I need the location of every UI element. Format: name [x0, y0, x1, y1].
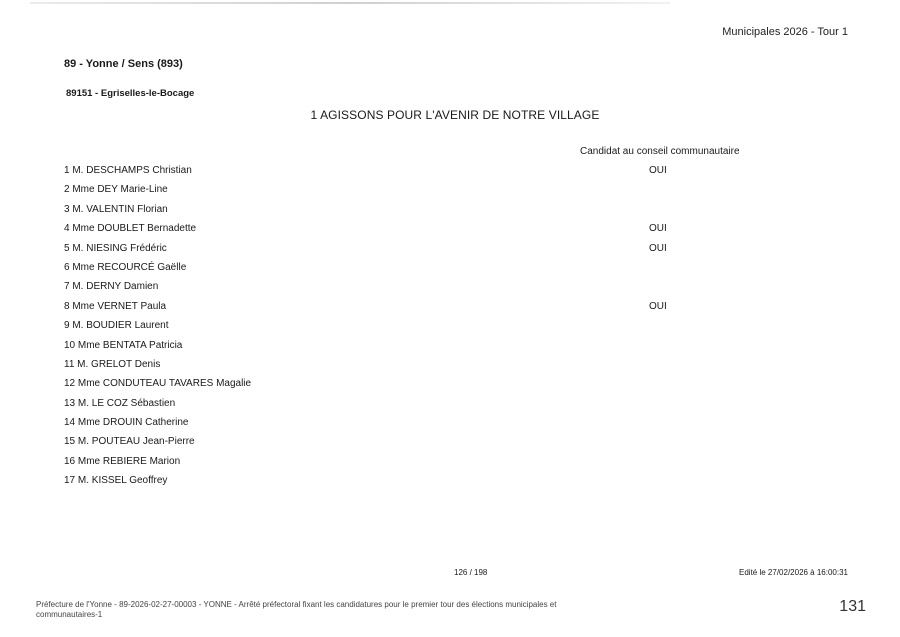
candidate-name: 11 M. GRELOT Denis [64, 358, 161, 370]
candidate-name: 3 M. VALENTIN Florian [64, 203, 168, 215]
community-council-column-header: Candidat au conseil communautaire [580, 146, 740, 157]
candidate-row [64, 261, 784, 280]
candidate-name: 10 Mme BENTATA Patricia [64, 339, 183, 351]
community-council-flag: OUI [649, 223, 667, 235]
candidate-row [64, 435, 784, 454]
candidate-name: 12 Mme CONDUTEAU TAVARES Magalie [64, 378, 252, 390]
candidate-name: 8 Mme VERNET Paula [64, 300, 167, 312]
community-council-flag: OUI [649, 242, 667, 254]
community-council-flag: OUI [649, 300, 667, 312]
commune-heading: 89151 - Egriselles-le-Bocage [66, 88, 195, 99]
candidate-row [64, 203, 784, 222]
candidate-row [64, 319, 784, 338]
candidate-name: 1 M. DESCHAMPS Christian [64, 165, 192, 176]
candidate-row [64, 242, 784, 261]
stamp-page-number: 131 [839, 598, 866, 615]
scan-artifact-line [30, 2, 670, 4]
candidate-name: 9 M. BOUDIER Laurent [64, 320, 169, 332]
candidate-row [64, 397, 784, 416]
candidate-row [64, 300, 784, 319]
list-title: 1 AGISSONS POUR L'AVENIR DE NOTRE VILLAGE [310, 108, 600, 122]
candidate-row [64, 377, 784, 396]
candidate-name: 15 M. POUTEAU Jean-Pierre [64, 436, 195, 448]
edit-date: Edité le 27/02/2026 à 16:00:31 [739, 568, 848, 577]
candidate-name: 2 Mme DEY Marie-Line [64, 184, 168, 196]
candidate-name: 6 Mme RECOURCÉ Gaëlle [64, 261, 187, 273]
election-title: Municipales 2026 - Tour 1 [722, 26, 848, 38]
candidate-row [64, 339, 784, 358]
candidate-name: 5 M. NIESING Frédéric [64, 242, 167, 254]
candidate-name: 16 Mme REBIERE Marion [64, 455, 181, 467]
department-heading: 89 - Yonne / Sens (893) [64, 58, 183, 70]
candidate-row [64, 222, 784, 241]
candidate-list [64, 164, 784, 494]
candidate-name: 4 Mme DOUBLET Bernadette [64, 223, 197, 235]
candidate-name: 13 M. LE COZ Sébastien [64, 397, 176, 409]
candidate-name: 7 M. DERNY Damien [64, 281, 159, 293]
candidate-row [64, 358, 784, 377]
page-number: 126 / 198 [454, 568, 488, 577]
candidate-row [64, 474, 784, 493]
candidate-row [64, 280, 784, 299]
candidate-row [64, 416, 784, 435]
candidate-name: 14 Mme DROUIN Catherine [64, 417, 189, 429]
candidate-row [64, 164, 784, 183]
candidate-row [64, 455, 784, 474]
candidate-name: 17 M. KISSEL Geoffrey [64, 475, 168, 487]
candidate-row [64, 183, 784, 202]
community-council-flag: OUI [649, 165, 667, 176]
prefecture-footer-note: Préfecture de l'Yonne - 89-2026-02-27-00003 - YONNE - Arrêté préfectoral fixant les candidatures pour le premier tour des élections municipales et communautaires-1 [36, 600, 557, 619]
